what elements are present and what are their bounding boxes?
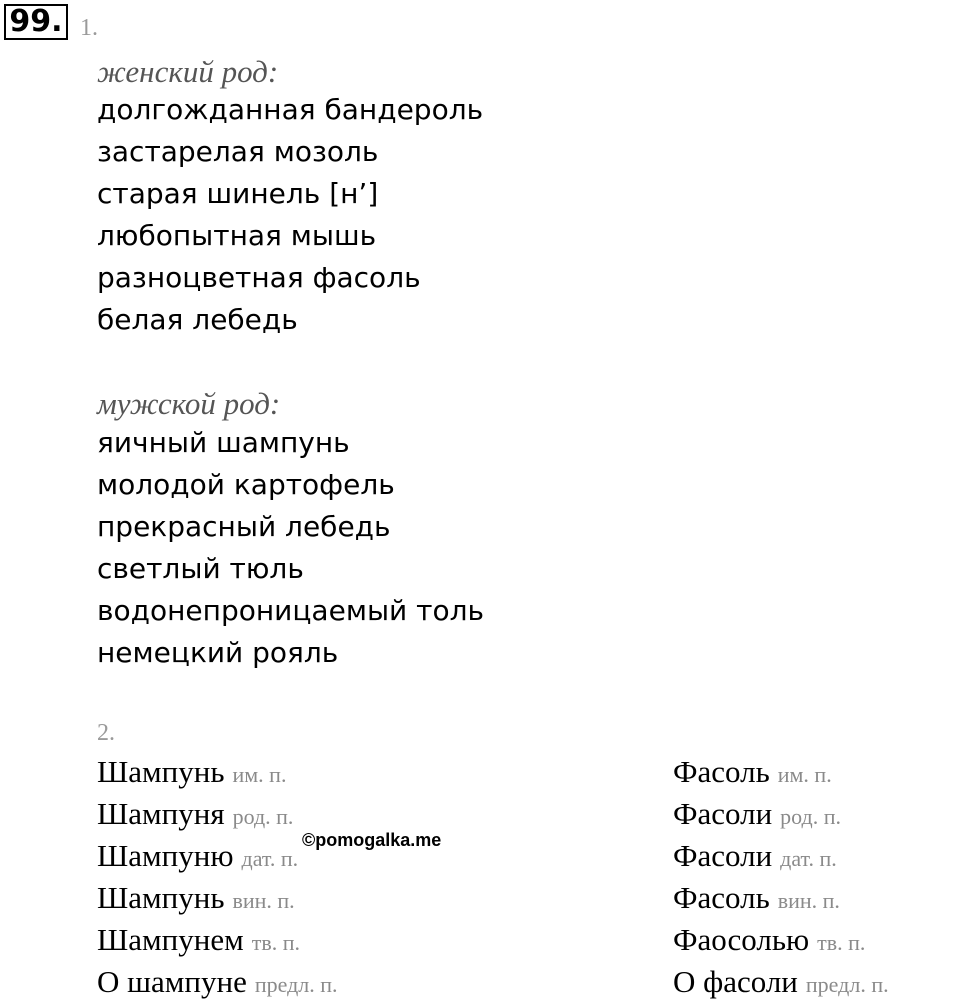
list-item: застарелая мозоль	[97, 135, 379, 168]
list-item: долгожданная бандероль	[97, 93, 484, 126]
bean-declension	[673, 751, 889, 1003]
case-label: им. п.	[232, 762, 287, 787]
case-label: дат. п.	[241, 846, 299, 871]
case-label: тв. п.	[251, 930, 300, 955]
declension-row	[97, 961, 338, 1003]
declension-row	[673, 961, 889, 1003]
list-item: немецкий рояль	[97, 636, 339, 669]
declension-row	[673, 877, 889, 919]
declension-row	[673, 751, 889, 793]
declension-word: Фасоли	[673, 838, 773, 873]
shampoo-declension	[97, 751, 338, 1003]
declension-word: О шампуне	[97, 964, 247, 999]
case-label: дат. п.	[780, 846, 837, 871]
exercise-number: 99.	[4, 4, 68, 40]
case-label: вин. п.	[777, 888, 840, 913]
declension-word: Шампунем	[97, 922, 244, 957]
declension-word: Фасоли	[673, 796, 773, 831]
declension-word: Фасоль	[673, 754, 770, 789]
list-item: прекрасный лебедь	[97, 510, 391, 543]
list-item: любопытная мышь	[97, 219, 377, 252]
feminine-list	[97, 89, 483, 341]
masculine-list	[97, 422, 484, 674]
masculine-heading: мужской род:	[97, 386, 281, 421]
declension-row	[97, 919, 338, 961]
declension-row	[673, 835, 889, 877]
watermark: ©pomogalka.me	[302, 830, 442, 850]
declension-word: Фасоль	[673, 880, 770, 915]
declension-word: Шампуня	[97, 796, 225, 831]
case-label: вин. п.	[232, 888, 295, 913]
list-item: светлый тюль	[97, 552, 304, 585]
case-label: предл. п.	[805, 972, 889, 997]
list-item: молодой картофель	[97, 468, 395, 501]
declension-word: Фаосолью	[673, 922, 810, 957]
list-item: водонепроницаемый толь	[97, 594, 484, 627]
list-item: разноцветная фасоль	[97, 261, 421, 294]
declension-row	[673, 793, 889, 835]
part1-label: 1.	[80, 15, 98, 41]
case-label: род. п.	[232, 804, 294, 829]
declension-word: Шампунь	[97, 754, 225, 789]
case-label: предл. п.	[254, 972, 338, 997]
declension-word: О фасоли	[673, 964, 798, 999]
declension-word: Шампунь	[97, 880, 225, 915]
case-label: тв. п.	[817, 930, 866, 955]
feminine-heading: женский род:	[97, 54, 279, 89]
declension-row	[97, 751, 338, 793]
case-label: им. п.	[777, 762, 832, 787]
declension-row	[97, 877, 338, 919]
list-item: яичный шампунь	[97, 426, 350, 459]
list-item: белая лебедь	[97, 303, 298, 336]
declension-word: Шампуню	[97, 838, 234, 873]
case-label: род. п.	[780, 804, 842, 829]
list-item: старая шинель [н’]	[97, 177, 379, 210]
declension-row	[673, 919, 889, 961]
part2-label: 2.	[97, 720, 115, 746]
